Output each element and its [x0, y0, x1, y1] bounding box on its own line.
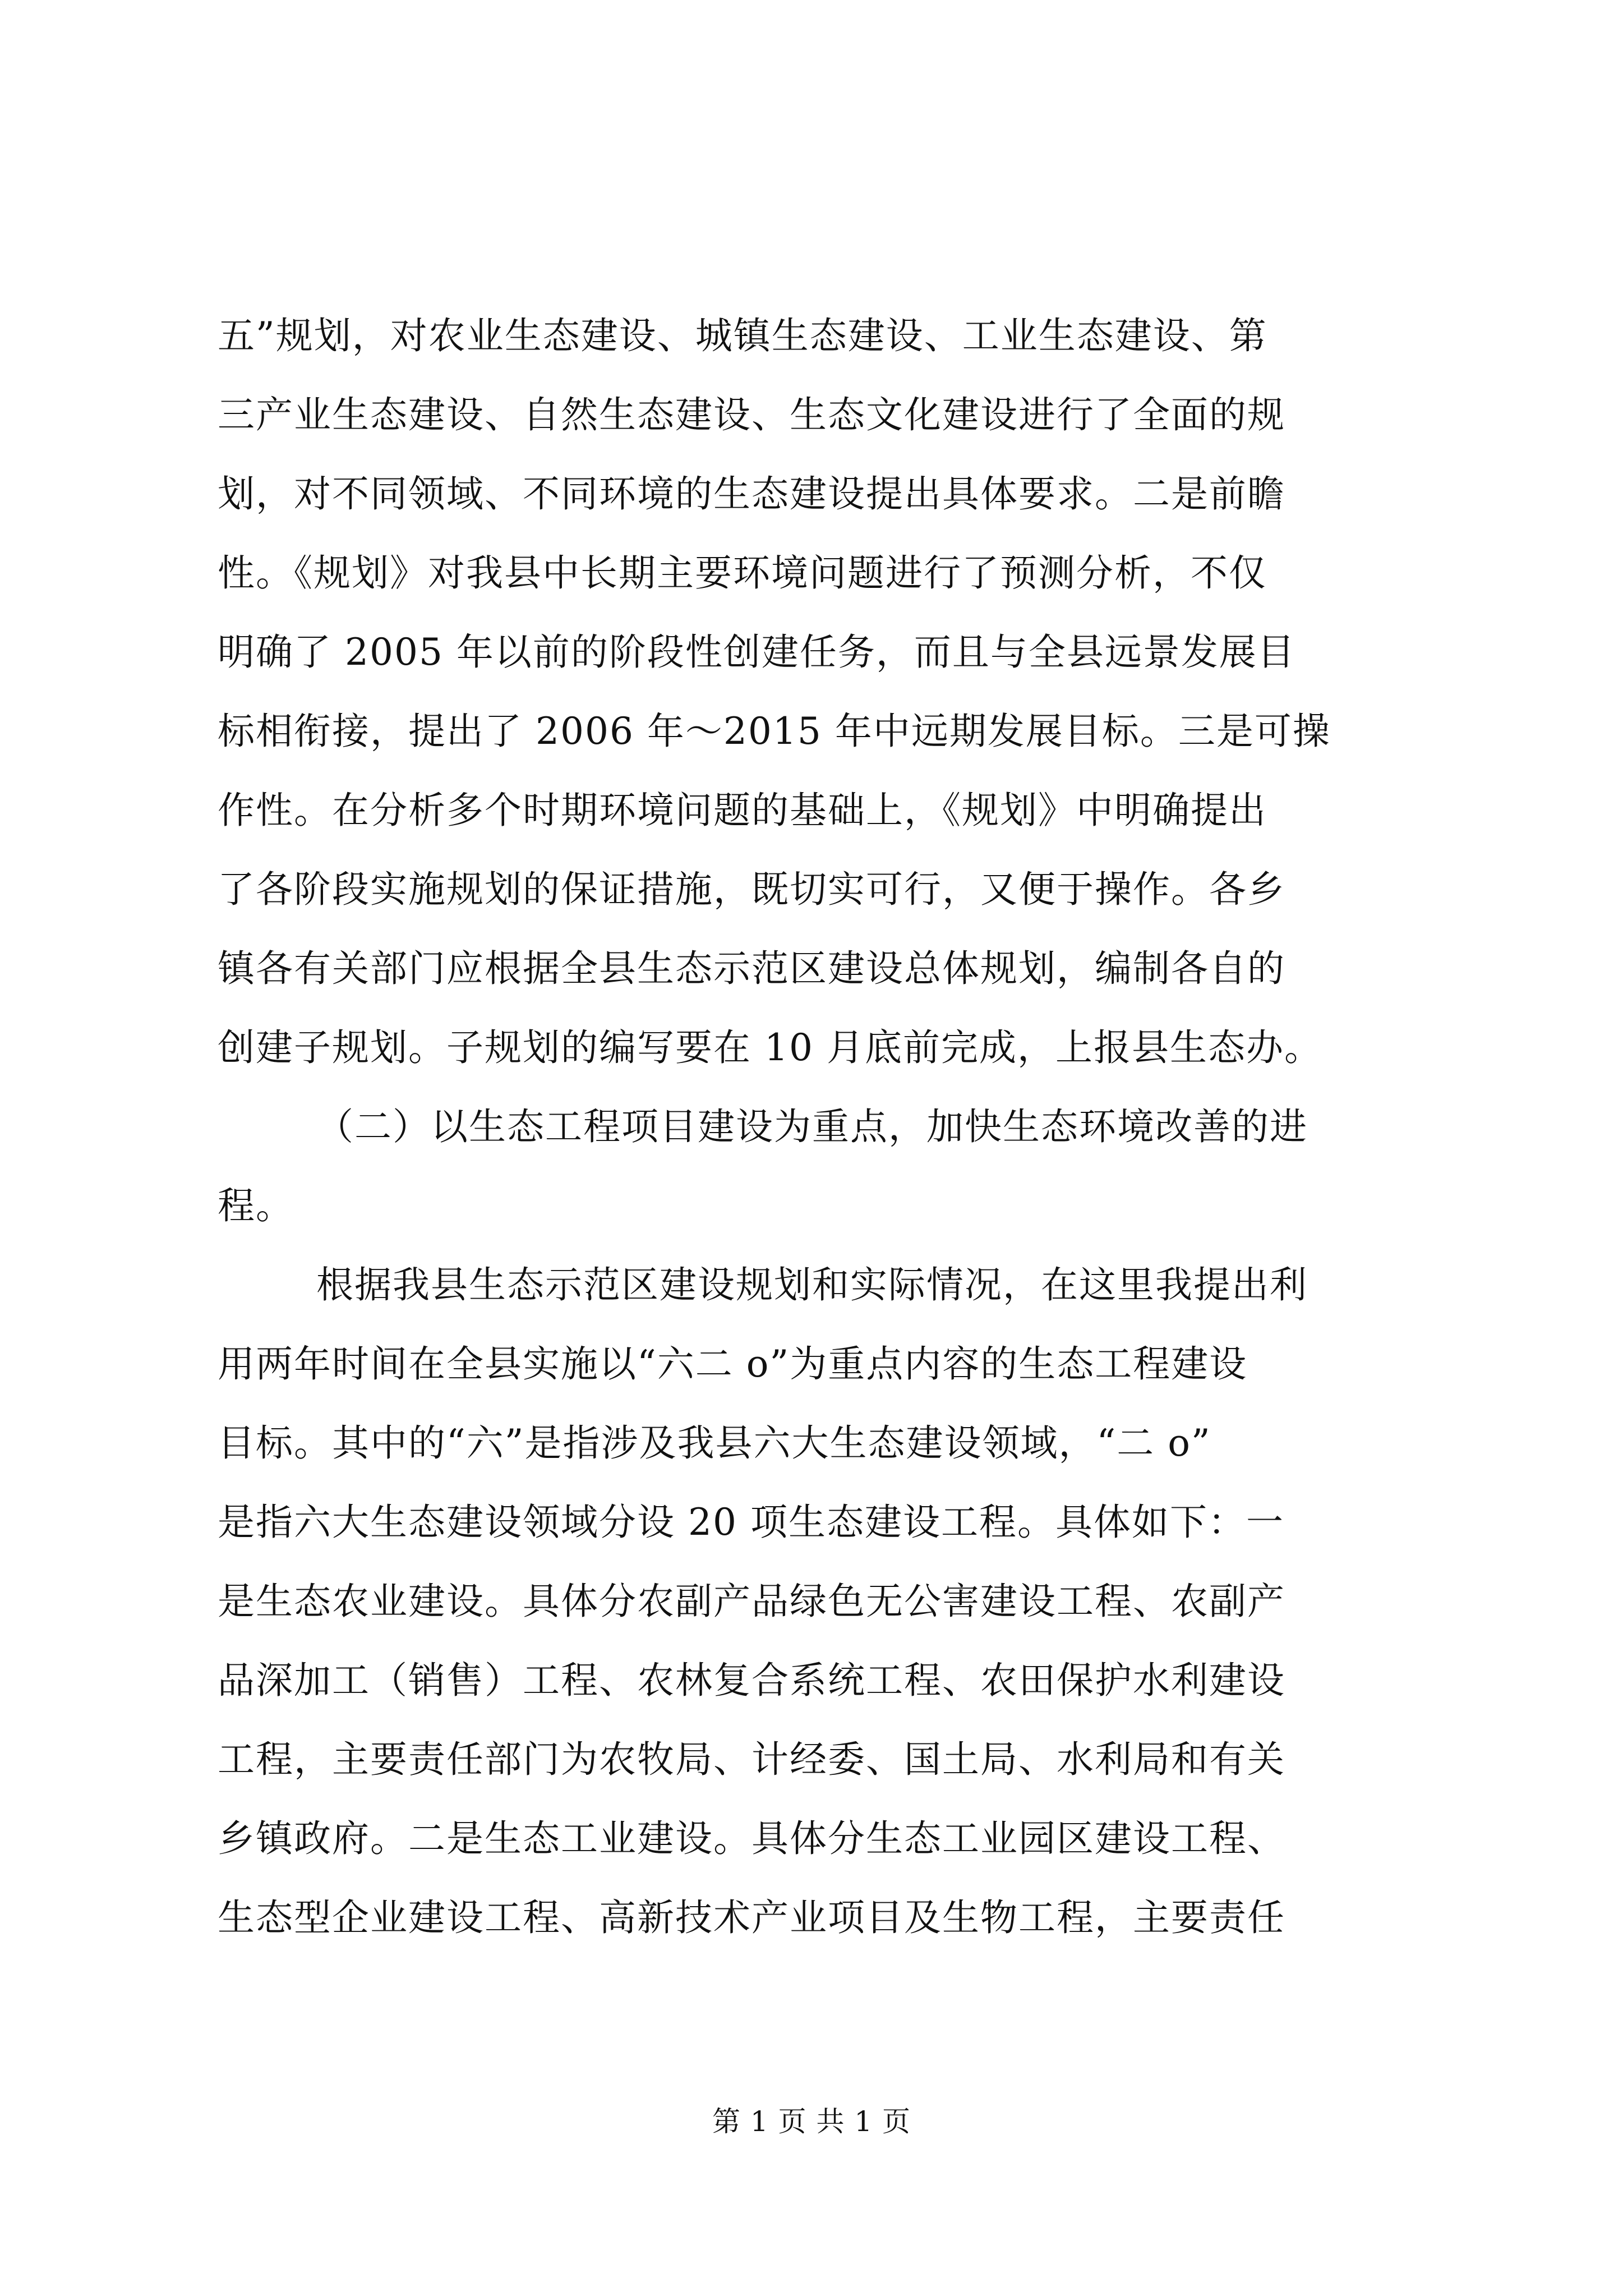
- text-line: 性。《规划》对我县中长期主要环境问题进行了预测分析，不仅: [218, 551, 1267, 595]
- text-line: 了各阶段实施规划的保证措施，既切实可行，又便于操作。各乡: [218, 868, 1285, 911]
- document-body: [218, 296, 1418, 1957]
- text-line: 是生态农业建设。具体分农副产品绿色无公害建设工程、农副产: [218, 1580, 1285, 1623]
- text-line: 明确了 2005 年以前的阶段性创建任务，而且与全县远景发展目: [218, 631, 1295, 674]
- text-line: 品深加工（销售）工程、农林复合系统工程、农田保护水利建设: [218, 1659, 1285, 1702]
- text-line: 镇各有关部门应根据全县生态示范区建设总体规划，编制各自的: [218, 947, 1285, 990]
- page-number-footer: 第 1 页 共 1 页: [712, 2105, 911, 2138]
- text-line: 工程，主要责任部门为农牧局、计经委、国土局、水利局和有关: [218, 1738, 1285, 1781]
- text-line: 五”规划，对农业生态建设、城镇生态建设、工业生态建设、第: [218, 314, 1267, 357]
- text-line: 根据我县生态示范区建设规划和实际情况，在这里我提出利: [316, 1263, 1308, 1306]
- section-heading-continued: 程。: [218, 1184, 294, 1227]
- text-line: 创建子规划。子规划的编写要在 10 月底前完成，上报县生态办。: [218, 1026, 1322, 1069]
- text-line: 生态型企业建设工程、高新技术产业项目及生物工程，主要责任: [218, 1896, 1285, 1939]
- text-line: 目标。其中的“六”是指涉及我县六大生态建设领域，“二 o”: [218, 1421, 1211, 1465]
- section-heading: （二）以生态工程项目建设为重点，加快生态环境改善的进: [316, 1105, 1308, 1148]
- text-line: 三产业生态建设、自然生态建设、生态文化建设进行了全面的规: [218, 393, 1285, 436]
- text-line: 用两年时间在全县实施以“六二 o”为重点内容的生态工程建设: [218, 1342, 1248, 1386]
- text-line: 标相衔接，提出了 2006 年～2015 年中远期发展目标。三是可操: [218, 710, 1331, 753]
- text-line: 作性。在分析多个时期环境问题的基础上，《规划》中明确提出: [218, 789, 1267, 832]
- text-line: 是指六大生态建设领域分设 20 项生态建设工程。具体如下：一: [218, 1501, 1284, 1544]
- text-line: 乡镇政府。二是生态工业建设。具体分生态工业园区建设工程、: [218, 1817, 1285, 1860]
- text-line: 划，对不同领域、不同环境的生态建设提出具体要求。二是前瞻: [218, 472, 1285, 516]
